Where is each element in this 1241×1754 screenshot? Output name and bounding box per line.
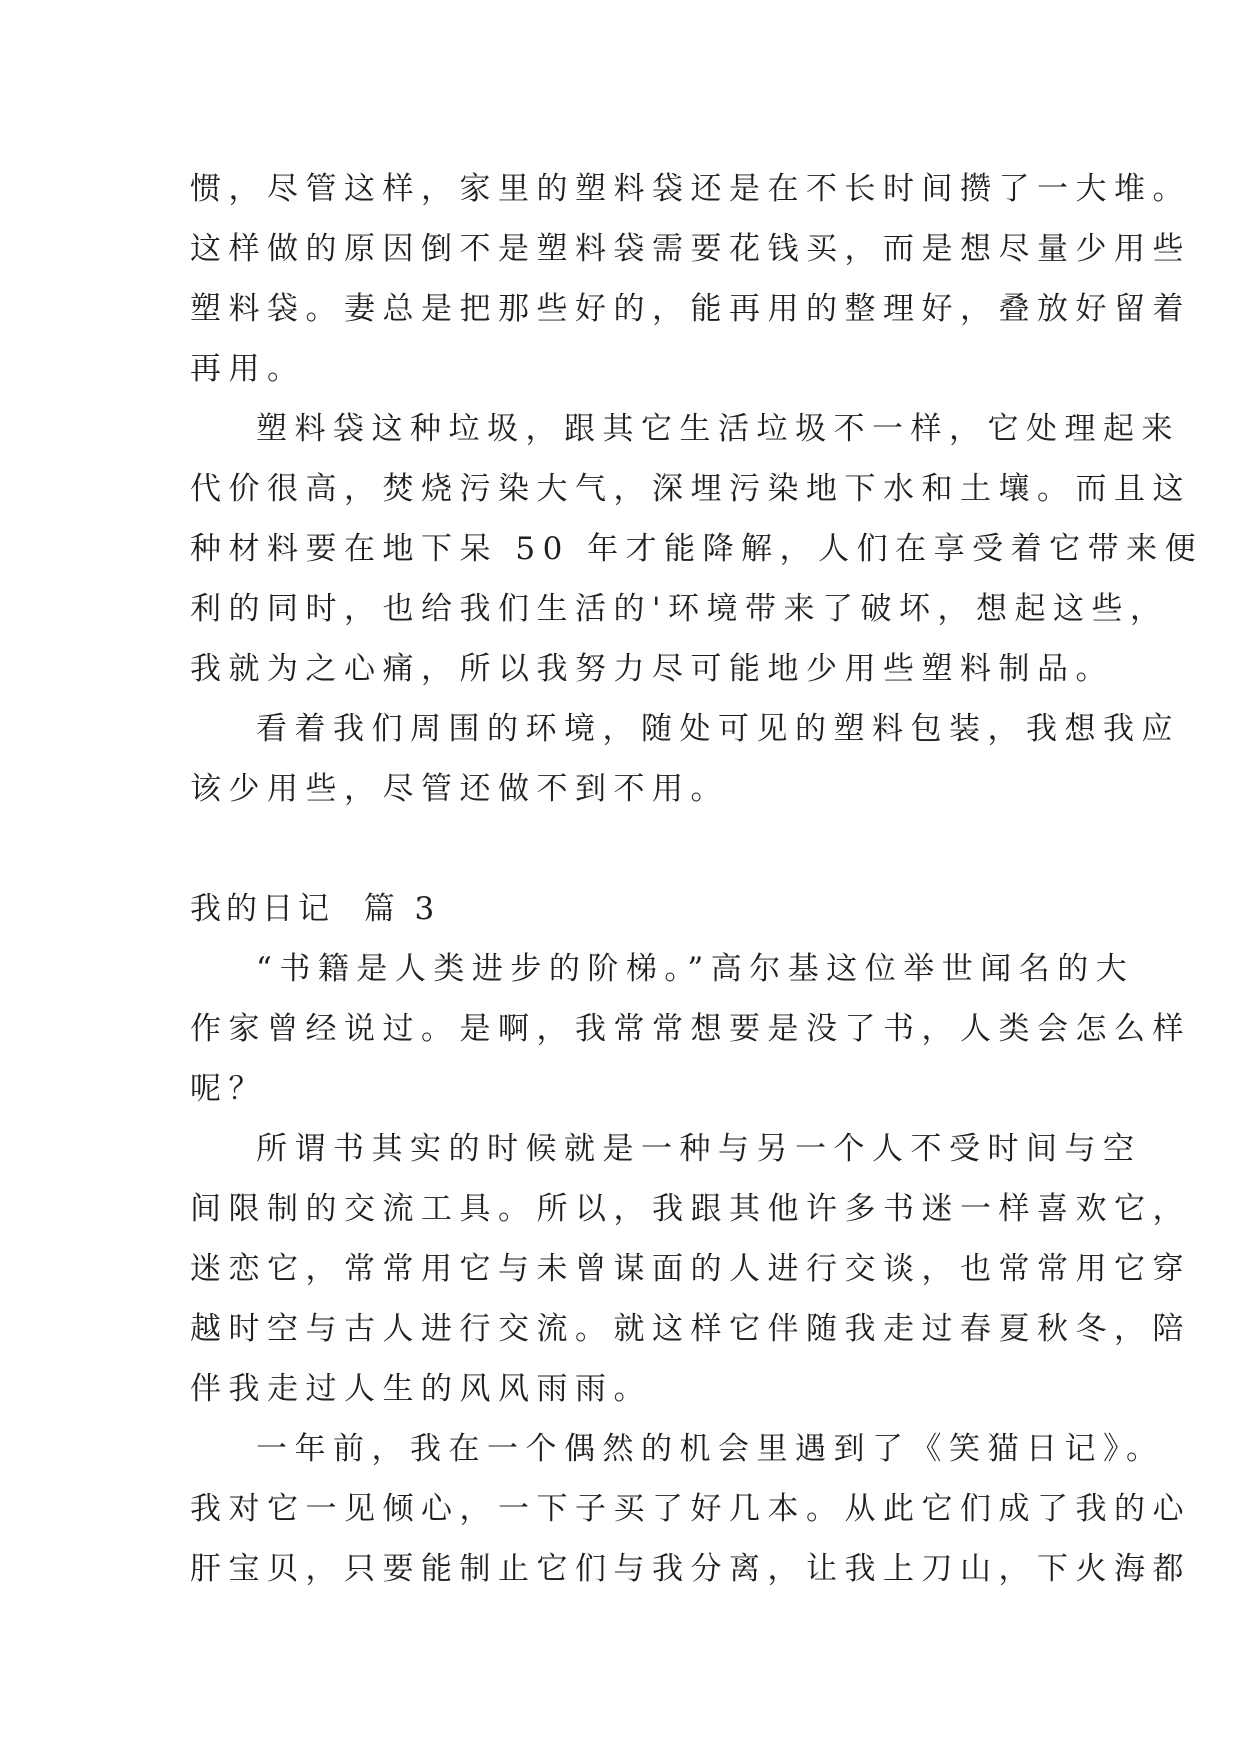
text-line: 我就为之心痛，所以我努力尽可能地少用些塑料制品。 (190, 651, 1114, 687)
text-line: 作家曾经说过。是啊，我常常想要是没了书，人类会怎么样 (190, 1011, 1191, 1047)
paragraph (190, 939, 1191, 1119)
section-gap (190, 819, 1070, 879)
paragraph (190, 399, 1204, 699)
text-line: 越时空与古人进行交流。就这样它伴随我走过春夏秋冬，陪 (190, 1311, 1191, 1347)
text-line: 该少用些，尽管还做不到不用。 (190, 771, 729, 807)
text-line: 再用。 (190, 351, 306, 387)
section-heading: 我的日记 篇 3 (190, 891, 440, 927)
text-line: 塑料袋。妻总是把那些好的，能再用的整理好，叠放好留着 (190, 291, 1191, 327)
text-line: 惯，尽管这样，家里的塑料袋还是在不长时间攒了一大堆。 (190, 171, 1191, 207)
text-line: 利的同时，也给我们生活的'环境带来了破坏，想起这些， (190, 591, 1169, 627)
text-line: 一年前，我在一个偶然的机会里遇到了《笑猫日记》。 (256, 1431, 1165, 1467)
text-line: 塑料袋这种垃圾，跟其它生活垃圾不一样，它处理起来 (256, 411, 1180, 447)
text-line: 迷恋它，常常用它与未曾谋面的人进行交谈，也常常用它穿 (190, 1251, 1191, 1287)
text-line: 这样做的原因倒不是塑料袋需要花钱买，而是想尽量少用些 (190, 231, 1191, 267)
text-line: 伴我走过人生的风风雨雨。 (190, 1371, 652, 1407)
text-line: 肝宝贝，只要能制止它们与我分离，让我上刀山，下火海都 (190, 1551, 1191, 1587)
text-line: 看着我们周围的环境，随处可见的塑料包装，我想我应 (256, 711, 1180, 747)
text-line: 间限制的交流工具。所以，我跟其他许多书迷一样喜欢它， (190, 1191, 1191, 1227)
paragraph (190, 1419, 1191, 1599)
text-line: 种材料要在地下呆 50 年才能降解，人们在享受着它带来便 (190, 531, 1204, 567)
document-body (190, 159, 1204, 1599)
paragraph (190, 699, 1180, 819)
text-line: “书籍是人类进步的阶梯。”高尔基这位举世闻名的大 (256, 951, 1135, 987)
text-line: 所谓书其实的时候就是一种与另一个人不受时间与空 (256, 1131, 1142, 1167)
text-line: 我对它一见倾心，一下子买了好几本。从此它们成了我的心 (190, 1491, 1191, 1527)
paragraph (190, 159, 1191, 399)
text-line: 代价很高，焚烧污染大气，深埋污染地下水和土壤。而且这 (190, 471, 1191, 507)
text-line: 呢？ (190, 1071, 267, 1107)
paragraph (190, 1119, 1191, 1419)
